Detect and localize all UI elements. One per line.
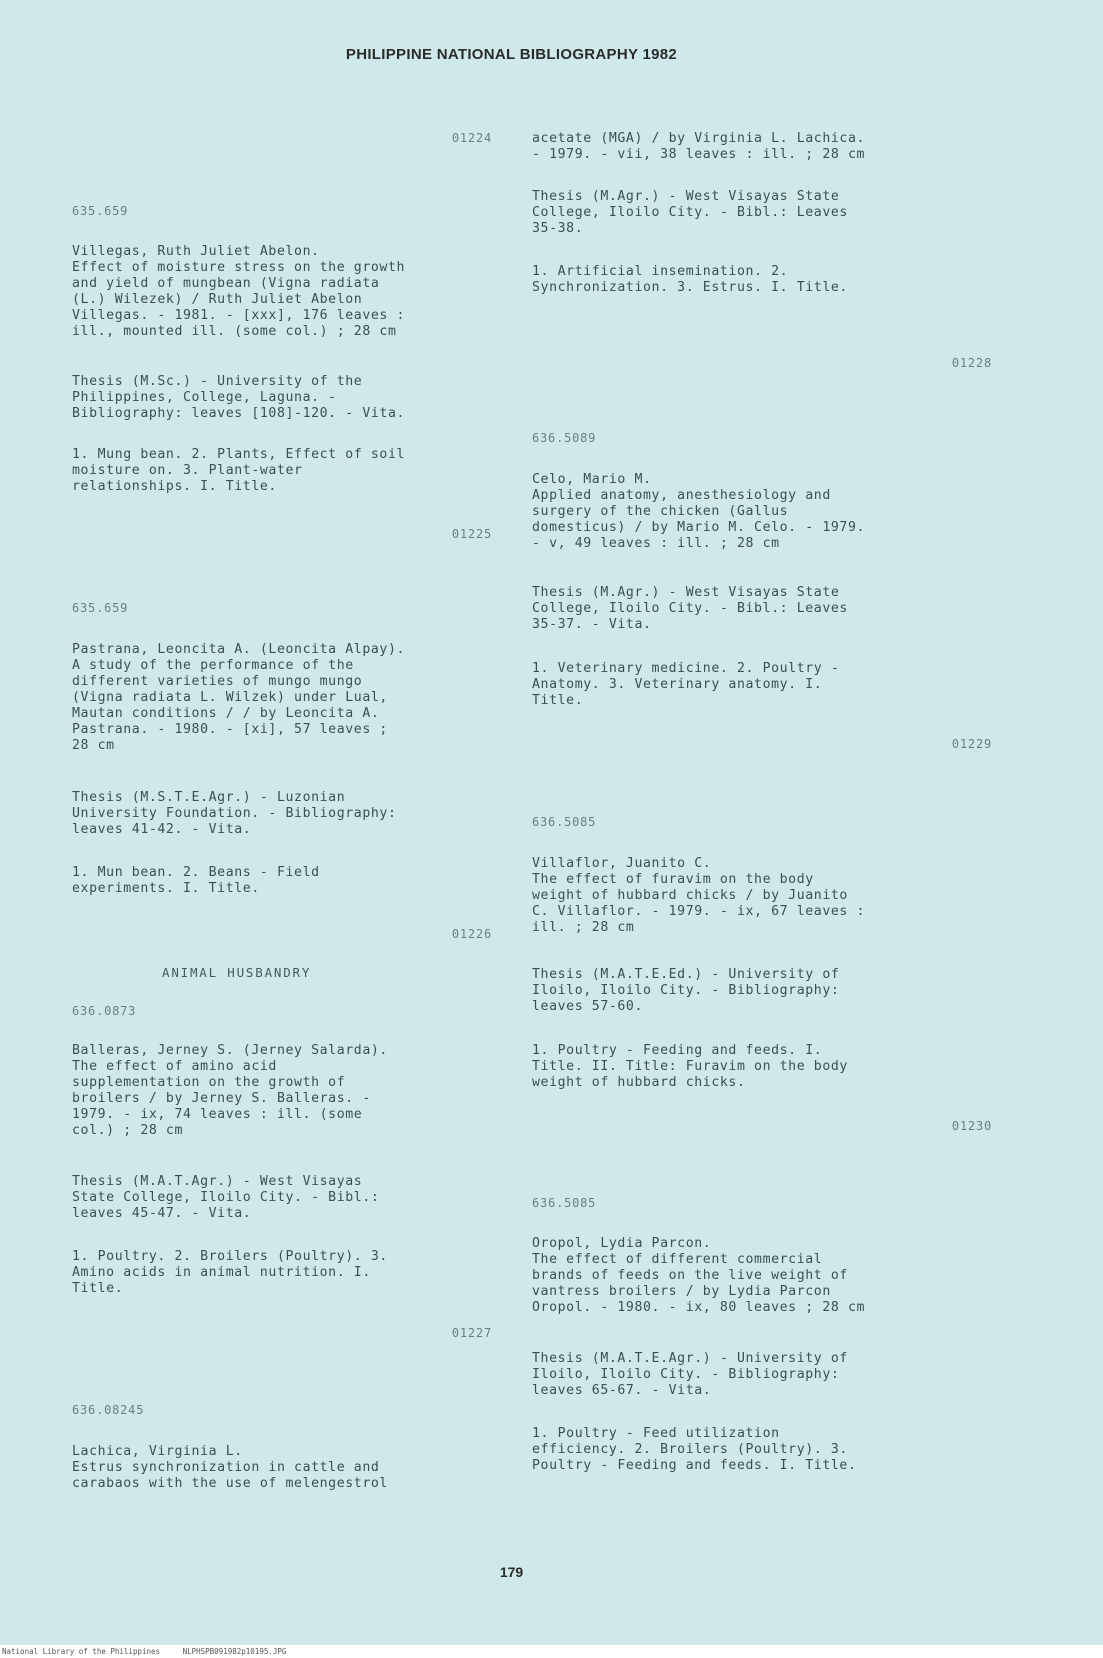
entry-body: Celo, Mario M. Applied anatomy, anesthesiology and surgery of the chicken (Gallus domesticus) / by Mario M. Celo. - 1979. - v, 49 leaves : ill. ; 28 cm: [532, 472, 866, 551]
entry-body: Oropol, Lydia Parcon. The effect of different commercial brands of feeds on the live weight of vantress broilers / by Lydia Parcon Oropol. - 1980. - ix, 80 leaves ; 28 cm: [532, 1236, 866, 1315]
subject-headings: 1. Poultry - Feeding and feeds. I. Title. II. Title: Furavim on the body weight of hubbard chicks.: [532, 1043, 848, 1090]
footer-library: National Library of the Philippines: [2, 1647, 161, 1656]
subject-headings: 1. Artificial insemination. 2. Synchronization. 3. Estrus. I. Title.: [532, 264, 848, 295]
subject-headings: 1. Mun bean. 2. Beans - Field experiments. I. Title.: [72, 865, 320, 896]
entry-number: 01230: [951, 1119, 992, 1133]
entry-body: Pastrana, Leoncita A. (Leoncita Alpay). A study of the performance of the different varieties of mungo mungo (Vigna radiata L. Wilzek) under Lual, Mautan conditions / / by Leoncita A. Pastrana. - 1980. - [xi], 57 leaves ; 28 cm: [72, 642, 406, 753]
entry-body: Lachica, Virginia L. Estrus synchronization in cattle and carabaos with the use of melengestrol: [72, 1444, 388, 1491]
page-header: PHILIPPINE NATIONAL BIBLIOGRAPHY 1982: [345, 46, 678, 63]
entry-body: Villaflor, Juanito C. The effect of furavim on the body weight of hubbard chicks / by Juanito C. Villaflor. - 1979. - ix, 67 leaves : ill. ; 28 cm: [532, 856, 866, 935]
entry-number: 01229: [951, 737, 992, 751]
footer-file: NLPHSPB091982p10195.JPG: [182, 1647, 287, 1656]
subject-headings: 1. Poultry - Feed utilization efficiency. 2. Broilers (Poultry). 3. Poultry - Feeding and feeds. I. Title.: [532, 1426, 857, 1473]
class-number: 636.0873: [72, 1004, 137, 1018]
entry-body-continued: acetate (MGA) / by Virginia L. Lachica. - 1979. - vii, 38 leaves : ill. ; 28 cm: [532, 131, 866, 162]
entry-number: 01226: [451, 927, 492, 941]
thesis-note: Thesis (M.Agr.) - West Visayas State College, Iloilo City. - Bibl.: Leaves 35-37. - Vita.: [532, 585, 848, 632]
entry-body: Balleras, Jerney S. (Jerney Salarda). The effect of amino acid supplementation on the growth of broilers / by Jerney S. Balleras. - 1979. - ix, 74 leaves : ill. (some col.) ; 28 cm: [72, 1043, 388, 1138]
class-number: 636.08245: [72, 1403, 145, 1417]
page-number: 179: [499, 1564, 524, 1580]
entry-number: 01225: [451, 527, 492, 541]
subject-headings: 1. Poultry. 2. Broilers (Poultry). 3. Amino acids in animal nutrition. I. Title.: [72, 1249, 388, 1296]
entry-number: 01228: [951, 356, 992, 370]
class-number: 636.5085: [532, 1196, 597, 1210]
thesis-note: Thesis (M.A.T.Agr.) - West Visayas State College, Iloilo City. - Bibl.: leaves 45-47. - Vita.: [72, 1174, 380, 1221]
subject-headings: 1. Veterinary medicine. 2. Poultry - Anatomy. 3. Veterinary anatomy. I. Title.: [532, 661, 840, 708]
class-number: 636.5089: [532, 431, 597, 445]
subject-headings: 1. Mung bean. 2. Plants, Effect of soil moisture on. 3. Plant-water relationships. I. Title.: [72, 447, 406, 494]
class-number: 636.5085: [532, 815, 597, 829]
thesis-note: Thesis (M.Sc.) - University of the Philippines, College, Laguna. - Bibliography: leaves [108]-120. - Vita.: [72, 374, 406, 421]
entry-number: 01227: [451, 1326, 492, 1340]
thesis-note: Thesis (M.S.T.E.Agr.) - Luzonian University Foundation. - Bibliography: leaves 41-42. - Vita.: [72, 790, 397, 837]
thesis-note: Thesis (M.Agr.) - West Visayas State College, Iloilo City. - Bibl.: Leaves 35-38.: [532, 189, 848, 236]
thesis-note: Thesis (M.A.T.E.Ed.) - University of Iloilo, Iloilo City. - Bibliography: leaves 57-60.: [532, 967, 840, 1014]
section-heading: ANIMAL HUSBANDRY: [162, 965, 312, 980]
scan-footer: [0, 1645, 1103, 1658]
entry-number: 01224: [451, 131, 492, 145]
class-number: 635.659: [72, 601, 129, 615]
thesis-note: Thesis (M.A.T.E.Agr.) - University of Iloilo, Iloilo City. - Bibliography: leaves 65-67. - Vita.: [532, 1351, 848, 1398]
entry-body: Villegas, Ruth Juliet Abelon. Effect of moisture stress on the growth and yield of mungbean (Vigna radiata (L.) Wilezek) / Ruth Juliet Abelon Villegas. - 1981. - [xxx], 176 leaves : ill., mounted ill. (some col.) ; 28 cm: [72, 244, 406, 339]
class-number: 635.659: [72, 204, 129, 218]
